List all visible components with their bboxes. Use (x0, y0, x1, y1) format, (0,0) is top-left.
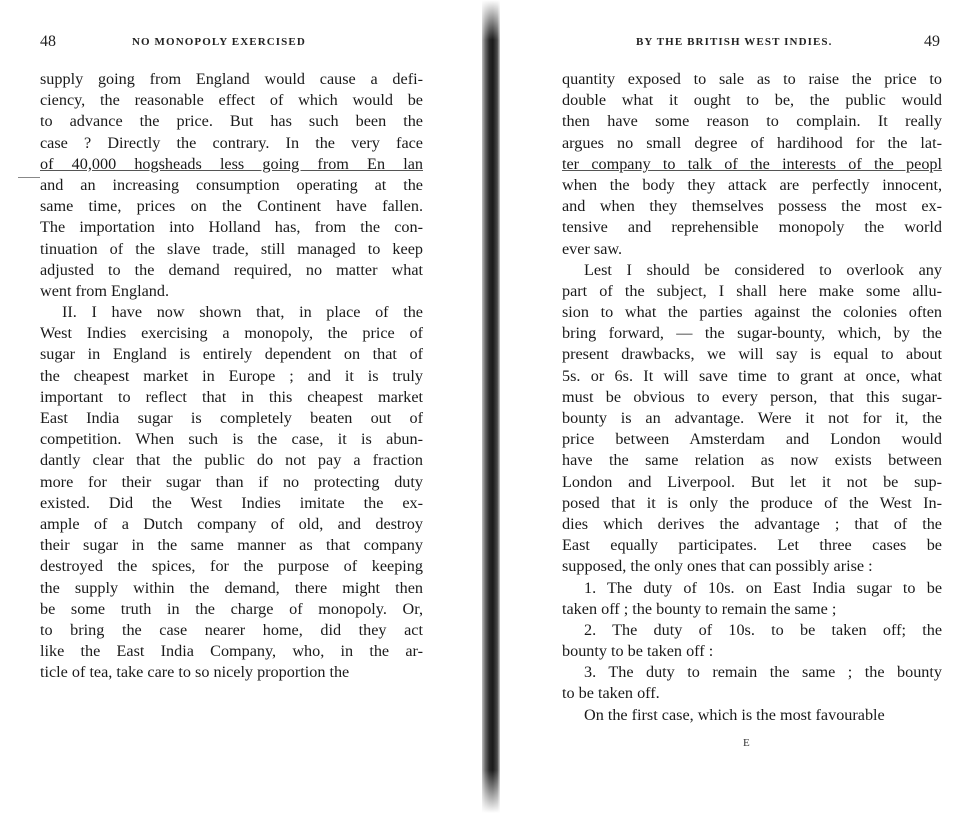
text-line: went from England. (40, 281, 170, 300)
text-line: when the body they attack are perfectly innocent, (562, 175, 942, 194)
text-line: On the first case, which is the most favourable (584, 705, 885, 724)
left-page-number: 48 (40, 33, 56, 50)
text-line: 2. The duty of 10s. to be taken off; the (584, 620, 942, 639)
text-line: dantly clear that the public do not pay a fraction (40, 451, 423, 470)
right-page-number: 49 (924, 33, 940, 50)
text-line: existed. Did the West Indies imitate the ex- (40, 493, 423, 512)
signature-mark: E (743, 737, 751, 749)
text-line: more for their sugar than if no protecting duty (40, 472, 423, 491)
text-line: 5s. or 6s. It will save time to grant at once, what (562, 366, 942, 385)
text-line: argues no small degree of hardihood for the lat- (562, 133, 942, 152)
text-line: adjusted to the demand required, no matter what (40, 260, 423, 279)
text-line: have the same relation as now exists between (562, 451, 942, 470)
text-line: ter company to talk of the interests of the peopl (562, 154, 942, 173)
text-line: then have some reason to complain. It really (562, 112, 942, 131)
text-line: bounty is an advantage. Were it not for it, the (562, 409, 942, 427)
text-line: ever saw. (562, 239, 623, 258)
text-line: taken off ; the bounty to remain the same ; (562, 599, 837, 618)
text-line: ample of a Dutch company of old, and destroy (40, 514, 423, 533)
text-line: East equally participates. Let three cases be (562, 536, 942, 555)
text-line: the supply within the demand, there might then (40, 578, 423, 597)
text-line: bounty to be taken off : (562, 642, 714, 661)
right-running-head: BY THE BRITISH WEST INDIES. (636, 36, 833, 48)
text-line: Lest I should be considered to overlook any (584, 260, 942, 279)
text-line: bring forward, — the sugar-bounty, which, by the (562, 324, 942, 343)
text-line: posed that it is only the produce of the West In- (562, 493, 942, 512)
text-line: supposed, the only ones that can possibly arise : (562, 557, 873, 576)
text-line: part of the subject, I shall here make some allu- (562, 281, 942, 300)
text-line: the cheapest market in Europe ; and it is truly (40, 366, 423, 385)
text-line: West Indies exercising a monopoly, the price of (40, 324, 423, 343)
gutter-top-fade (482, 0, 500, 40)
text-line: quantity exposed to sale as to raise the price to (562, 70, 942, 88)
text-line: London and Liverpool. But let it not be sup- (562, 472, 942, 491)
text-line: ciency, the reasonable effect of which would be (40, 91, 423, 110)
text-line: must be obvious to every person, that this sugar- (562, 387, 942, 406)
text-line: sion to what the parties against the colonies often (562, 303, 942, 322)
text-line: ticle of tea, take care to so nicely proportion the (40, 663, 350, 682)
right-page (500, 0, 980, 813)
text-line: 3. The duty to remain the same ; the bounty (584, 663, 942, 682)
text-line: present drawbacks, we will say is equal to about (562, 345, 942, 364)
text-line: to bring the case nearer home, did they act (40, 620, 423, 639)
text-line: to be taken off. (562, 684, 660, 703)
text-line: their sugar in the same manner as that company (40, 536, 423, 555)
text-line: The importation into Holland has, from the con- (40, 218, 423, 237)
text-line: East India sugar is completely beaten out of (40, 409, 423, 427)
text-line: destroyed the spices, for the purpose of keeping (40, 557, 423, 576)
text-line: double what it ought to be, the public would (562, 91, 942, 110)
left-page (0, 0, 480, 813)
text-line: price between Amsterdam and London would (562, 430, 942, 449)
gutter-bottom-fade (482, 770, 500, 813)
right-page-body (562, 69, 942, 726)
text-line: supply going from England would cause a defi- (40, 70, 423, 88)
text-line: to advance the price. But has such been the (40, 112, 423, 131)
text-line: and an increasing consumption operating at the (40, 175, 423, 194)
text-line: important to reflect that in this cheapest market (40, 387, 423, 406)
text-line: tinuation of the slave trade, still managed to keep (40, 239, 423, 258)
text-line: like the East India Company, who, in the ar- (40, 642, 423, 661)
text-line: case ? Directly the contrary. In the very face (40, 133, 423, 152)
left-running-head: NO MONOPOLY EXERCISED (132, 36, 306, 48)
margin-pencil-line (18, 177, 40, 178)
text-line: competition. When such is the case, it is abun- (40, 430, 423, 449)
left-page-body (40, 69, 423, 683)
text-line: be some truth in the charge of monopoly. Or, (40, 599, 423, 618)
text-line: of 40,000 hogsheads less going from En lan (40, 154, 423, 173)
text-line: and when they themselves possess the most ex- (562, 197, 942, 216)
text-line: sugar in England is entirely dependent on that of (40, 345, 423, 364)
text-line: II. I have now shown that, in place of the (62, 303, 423, 322)
text-line: tensive and reprehensible monopoly the world (562, 218, 942, 237)
text-line: same time, prices on the Continent have fallen. (40, 197, 423, 216)
book-gutter (482, 0, 500, 813)
text-line: dies which derives the advantage ; that of the (562, 514, 942, 533)
text-line: 1. The duty of 10s. on East India sugar to be (584, 578, 942, 597)
